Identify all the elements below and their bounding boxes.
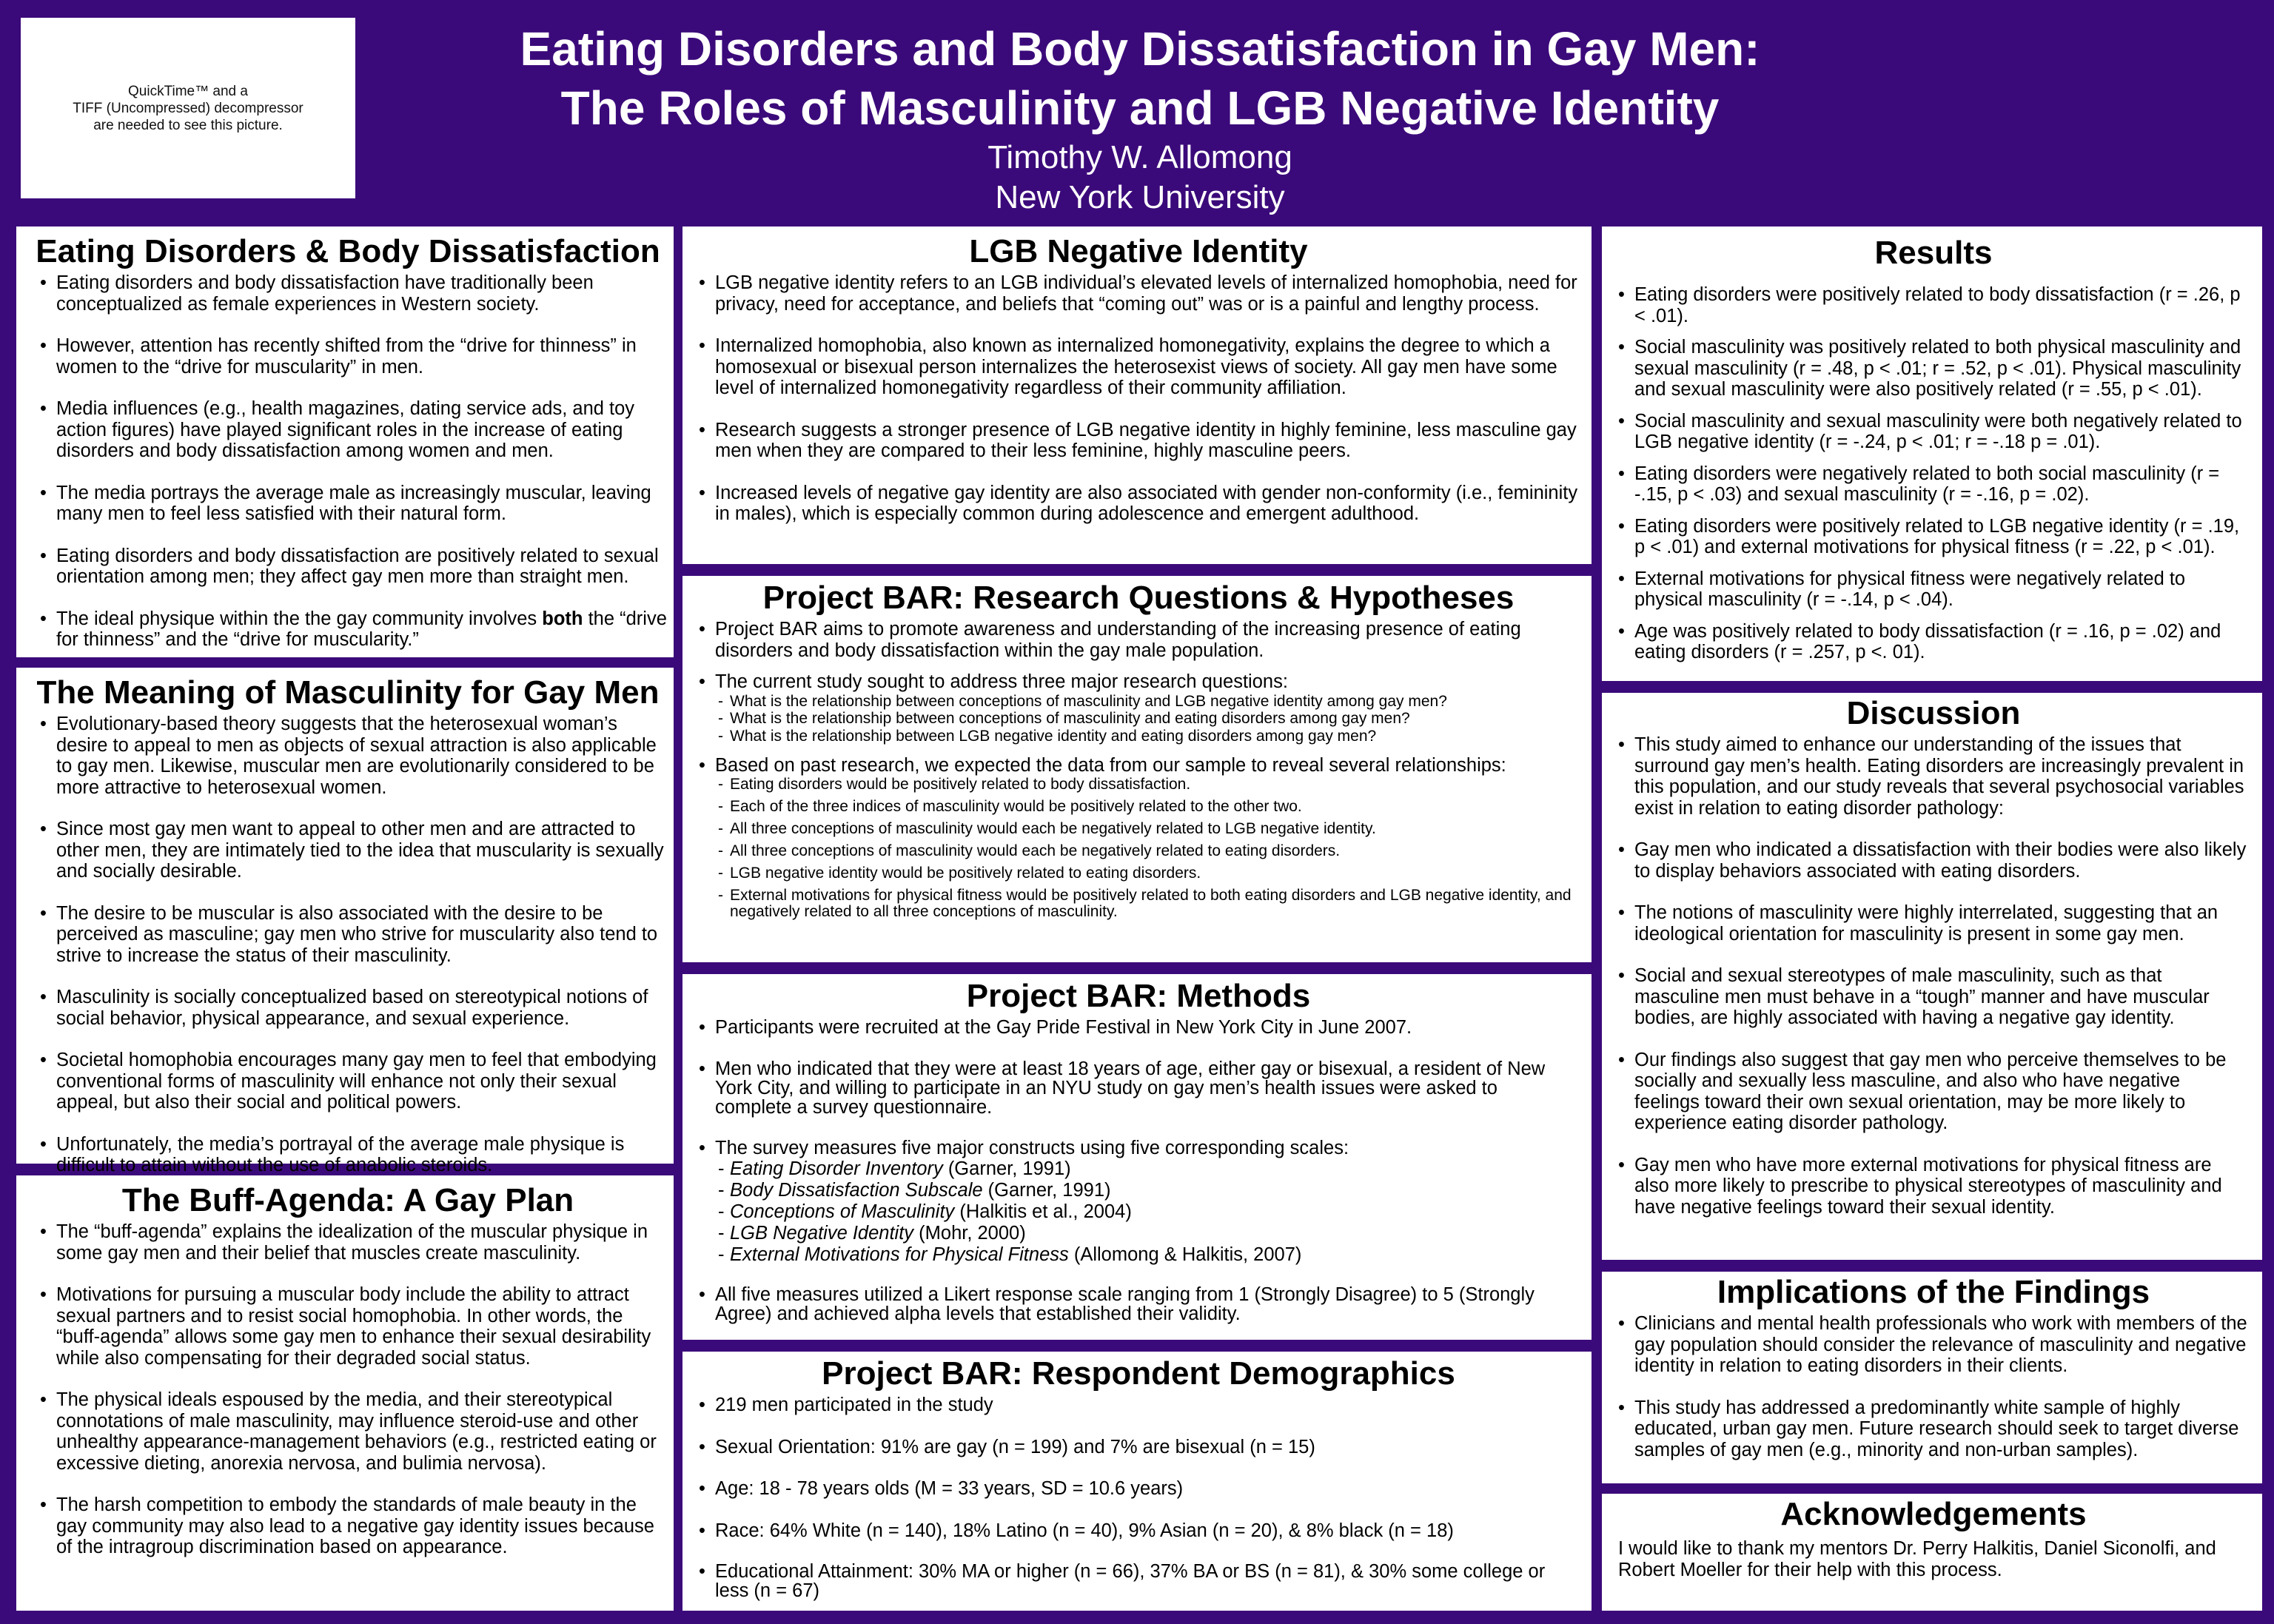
bullet: • Societal homophobia encourages many gay men to feel that embodying conventional forms of masculinity will enhance not only their sexual appeal, but also their social and political powers. [40, 1050, 669, 1113]
section-title: Eating Disorders & Body Dissatisfaction [36, 233, 660, 269]
section-results [1602, 227, 2262, 681]
section-methods [682, 974, 1592, 1340]
bullet: • The notions of masculinity were highly interrelated, suggesting that an ideological orientation for masculinity is present in some gay men. [1618, 902, 2249, 944]
research-question: - What is the relationship between conceptions of masculinity and LGB negative identity among gay men? [699, 693, 1578, 711]
poster-header [0, 0, 2274, 222]
section-demographics [682, 1352, 1592, 1611]
bullet: • Men who indicated that they were at least 18 years of age, either gay or bisexual, a resident of New York City, and willing to participate in an NYU study on gay men’s health issues were asked to complete a survey questionnaire. [699, 1059, 1578, 1117]
bullet: • Masculinity is socially conceptualized based on stereotypical notions of social behavior, physical appearance, and sexual experience. [40, 987, 669, 1029]
bullet [40, 608, 669, 651]
bullet: • LGB negative identity refers to an LGB individual’s elevated levels of internalized homophobia, need for privacy, need for acceptance, and beliefs that “coming out” was or is a painful and lengthy process. [699, 272, 1578, 315]
section-title: Discussion [1846, 695, 2021, 731]
bullet-text: the “drive for thinness” and the “drive for muscularity.” [56, 608, 667, 650]
bullet: • This study has addressed a predominantly white sample of highly educated, urban gay men. Future research should seek to target diverse samples of gay men (e.g., minority and non-urban samples). [1618, 1397, 2249, 1461]
section-title: Acknowledgements [1780, 1496, 2087, 1532]
bullet: • Project BAR aims to promote awareness and understanding of the increasing presence of eating disorders and body dissatisfaction within the gay male population. [699, 619, 1578, 661]
hypothesis: - Each of the three indices of masculinity would be positively related to the other two. [699, 799, 1578, 815]
scale-citation: (Mohr, 2000) [913, 1223, 1026, 1244]
result-item: • Eating disorders were negatively related to both social masculinity (r = -.15, p < .03) and sexual masculinity (r = -.16, p = .02). [1618, 463, 2249, 506]
scale-item [699, 1201, 1578, 1223]
result-item: • Eating disorders were positively related to body dissatisfaction (r = .26, p < .01). [1618, 284, 2249, 326]
acknowledgements-text: I would like to thank my mentors Dr. Perry Halkitis, Daniel Siconolfi, and Robert Moeller for their help with this process. [1618, 1538, 2216, 1580]
bullet: • Our findings also suggest that gay men who perceive themselves to be socially and sexually less masculine, and also who have negative feelings toward their own sexual orientation, may be more likely to experience eating disorder pathology. [1618, 1050, 2249, 1134]
scale-name: LGB Negative Identity [730, 1223, 914, 1244]
poster-title-line2: The Roles of Masculinity and LGB Negative Identity [560, 81, 1720, 135]
bullet: • Based on past research, we expected the data from our sample to reveal several relationships: [699, 755, 1578, 776]
result-item: • Social masculinity and sexual masculinity were both negatively related to LGB negative identity (r = -.24, p < .01; r = -.18 p = .01). [1618, 411, 2249, 453]
quicktime-placeholder-image [21, 18, 355, 198]
bullet-emphasis: both [542, 608, 583, 629]
author-name: Timothy W. Allomong [987, 139, 1292, 175]
scale-citation: (Garner, 1991) [982, 1180, 1111, 1201]
section-title: Implications of the Findings [1717, 1274, 2150, 1310]
bullet: • The current study sought to address three major research questions: [699, 671, 1578, 693]
bullet: • The “buff-agenda” explains the idealization of the muscular physique in some gay men and their belief that muscles create masculinity. [40, 1221, 669, 1264]
scale-citation: (Allomong & Halkitis, 2007) [1068, 1244, 1302, 1265]
scale-item [699, 1180, 1578, 1201]
bullet: • The media portrays the average male as increasingly muscular, leaving many men to feel less satisfied with their natural form. [40, 483, 669, 525]
bullet: • This study aimed to enhance our understanding of the issues that surround gay men’s health. Eating disorders are increasingly prevalent in this population, and our study reveals that several psychosocial variables exist in relation to eating disorder pathology: [1618, 734, 2249, 819]
bullet: • Clinicians and mental health professionals who work with members of the gay population should consider the relevance of masculinity and negative identity in relation to eating disorders in their clients. [1618, 1313, 2249, 1377]
bullet-text: The ideal physique within the the gay community involves [56, 608, 543, 629]
institution-name: New York University [995, 179, 1285, 215]
scale-citation: (Halkitis et al., 2004) [954, 1201, 1132, 1222]
scale-name: Conceptions of Masculinity [730, 1201, 955, 1222]
bullet: • Eating disorders and body dissatisfaction have traditionally been conceptualized as female experiences in Western society. [40, 272, 669, 315]
scale-name: Eating Disorder Inventory [730, 1158, 943, 1179]
section-title: LGB Negative Identity [969, 233, 1308, 269]
hypothesis: - External motivations for physical fitness would be positively related to both eating disorders and LGB negative identity, and negatively related to all three conceptions of masculinity. [699, 888, 1578, 920]
section-implications [1602, 1272, 2262, 1483]
scale-item [699, 1244, 1578, 1266]
section-title: Project BAR: Respondent Demographics [822, 1355, 1455, 1392]
research-question: - What is the relationship between conceptions of masculinity and eating disorders among gay men? [699, 710, 1578, 728]
quicktime-text-line3: are needed to see this picture. [93, 117, 283, 133]
bullet: • Since most gay men want to appeal to other men and are attracted to other men, they are intimately tied to the idea that muscularity is sexually and socially desirable. [40, 819, 669, 882]
bullet: • All five measures utilized a Likert response scale ranging from 1 (Strongly Disagree) to 5 (Strongly Agree) and achieved alpha levels that established their validity. [699, 1285, 1578, 1323]
scale-name: External Motivations for Physical Fitness [730, 1244, 1069, 1265]
result-item: • Social masculinity was positively related to both physical masculinity and sexual masculinity (r = .48, p < .01; r = .52, p < .01). Physical masculinity and sexual masculinity were also positively related (r = .55, p < .01). [1618, 337, 2249, 400]
section-lgb-negative-identity [682, 227, 1592, 564]
scale-citation: (Garner, 1991) [942, 1158, 1071, 1179]
bullet: • The desire to be muscular is also associated with the desire to be perceived as masculine; gay men who strive for muscularity also tend to strive to increase the status of their masculinity. [40, 903, 669, 967]
bullet: • The survey measures five major constructs using five corresponding scales: [699, 1138, 1578, 1159]
quicktime-text-line2: TIFF (Uncompressed) decompressor [73, 100, 303, 116]
bullet: • However, attention has recently shifted from the “drive for thinness” in women to the “drive for muscularity” in men. [40, 335, 669, 378]
section-title: The Buff-Agenda: A Gay Plan [121, 1182, 574, 1218]
bullet: • Gay men who have more external motivations for physical fitness are also more likely to prescribe to physical stereotypes of masculinity and have negative feelings toward their sexual identity. [1618, 1155, 2249, 1218]
bullet: • Sexual Orientation: 91% are gay (n = 199) and 7% are bisexual (n = 15) [699, 1437, 1578, 1458]
scale-item [699, 1223, 1578, 1244]
hypothesis: - LGB negative identity would be positively related to eating disorders. [699, 865, 1578, 882]
section-title: Project BAR: Research Questions & Hypotheses [762, 580, 1515, 616]
section-masculinity [16, 668, 674, 1175]
scale-name: Body Dissatisfaction Subscale [730, 1180, 983, 1201]
section-title: Results [1874, 235, 1993, 271]
bullet: • The physical ideals espoused by the media, and their stereotypical connotations of male masculinity, may influence steroid-use and other unhealthy appearance-management behaviors (e.g., restricted eating or excessive dieting, anorexia nervosa, and bulimia nervosa). [40, 1389, 669, 1474]
poster-title-block [370, 19, 1910, 218]
bullet: • Participants were recruited at the Gay Pride Festival in New York City in June 2007. [699, 1017, 1578, 1039]
section-discussion [1602, 693, 2262, 1260]
hypothesis: - Eating disorders would be positively related to body dissatisfaction. [699, 776, 1578, 793]
section-title: Project BAR: Methods [966, 978, 1311, 1014]
poster-title-line1: Eating Disorders and Body Dissatisfaction in Gay Men: [520, 22, 1760, 76]
bullet: • Social and sexual stereotypes of male masculinity, such as that masculine men must behave in a “tough” manner and have muscular bodies, are highly associated with having a negative gay identity. [1618, 965, 2249, 1029]
section-acknowledgements [1602, 1494, 2262, 1611]
hypothesis: - All three conceptions of masculinity would each be negatively related to LGB negative identity. [699, 821, 1578, 837]
bullet: • Evolutionary-based theory suggests that the heterosexual woman’s desire to appeal to men as objects of sexual attraction is also applicable to gay men. Likewise, muscular men are evolutionarily considered to be more attractive to heterosexual women. [40, 714, 669, 798]
bullet: • 219 men participated in the study [699, 1395, 1578, 1416]
quicktime-text-line1: QuickTime™ and a [128, 83, 248, 99]
bullet: • Educational Attainment: 30% MA or higher (n = 66), 37% BA or BS (n = 81), & 30% some college or less (n = 67) [699, 1562, 1578, 1600]
research-question: - What is the relationship between LGB negative identity and eating disorders among gay men? [699, 728, 1578, 745]
bullet: • Gay men who indicated a dissatisfaction with their bodies were also likely to display behaviors associated with eating disorders. [1618, 839, 2249, 882]
bullet: • Research suggests a stronger presence of LGB negative identity in highly feminine, less masculine gay men when they are compared to their less feminine, highly masculine peers. [699, 420, 1578, 462]
bullet: • Unfortunately, the media’s portrayal of the average male physique is difficult to attain without the use of anabolic steroids. [40, 1134, 669, 1176]
bullet: • Race: 64% White (n = 140), 18% Latino (n = 40), 9% Asian (n = 20), & 8% black (n = 18) [699, 1520, 1578, 1542]
bullet: • Motivations for pursuing a muscular body include the ability to attract sexual partners and to resist social homophobia. In other words, the “buff-agenda” allows some gay men to enhance their sexual desirability while also compensating for their degraded social status. [40, 1284, 669, 1369]
bullet: • Media influences (e.g., health magazines, dating service ads, and toy action figures) have played significant roles in the increase of eating disorders and body dissatisfaction among women and men. [40, 398, 669, 462]
section-eating-disorders [16, 227, 674, 657]
section-research-questions [682, 576, 1592, 962]
result-item: • External motivations for physical fitness were negatively related to physical masculinity (r = -.14, p < .04). [1618, 568, 2249, 611]
bullet: • Internalized homophobia, also known as internalized homonegativity, explains the degree to which a homosexual or bisexual person internalizes the heterosexist views of society. All gay men have some level of internalized homonegativity regardless of their community affiliation. [699, 335, 1578, 399]
hypothesis: - All three conceptions of masculinity would each be negatively related to eating disorders. [699, 843, 1578, 859]
result-item: • Age was positively related to body dissatisfaction (r = .16, p = .02) and eating disorders (r = .257, p <. 01). [1618, 621, 2249, 663]
section-title: The Meaning of Masculinity for Gay Men [36, 674, 660, 711]
scale-item [699, 1158, 1578, 1180]
bullet: • The harsh competition to embody the standards of male beauty in the gay community may also lead to a negative gay identity issues because of the intragroup discrimination based on appearance. [40, 1494, 669, 1558]
bullet: • Increased levels of negative gay identity are also associated with gender non-conformity (i.e., femininity in males), which is especially common during adolescence and emergent adulthood. [699, 483, 1578, 525]
bullet: • Age: 18 - 78 years olds (M = 33 years, SD = 10.6 years) [699, 1478, 1578, 1500]
bullet: • Eating disorders and body dissatisfaction are positively related to sexual orientation among men; they affect gay men more than straight men. [40, 546, 669, 588]
result-item: • Eating disorders were positively related to LGB negative identity (r = .19, p < .01) and external motivations for physical fitness (r = .22, p < .01). [1618, 516, 2249, 558]
section-buff-agenda [16, 1175, 674, 1611]
